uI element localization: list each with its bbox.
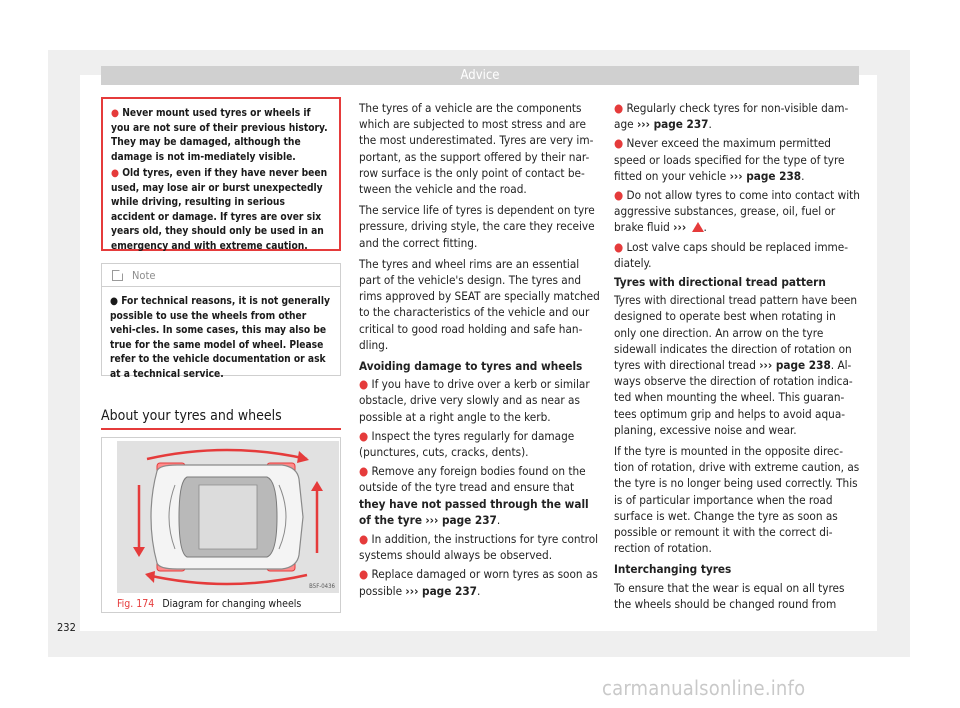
paragraph: If the tyre is mounted in the opposite direc-tion of rotation, drive with extreme caution, as the tyre is no longer being used correctly. This is of particular importance when the road surface is wet. Change the tyre as soon as possible or remount it with the correct di-rection of rotation. [614,444,860,556]
note-label: Note [132,268,156,282]
paragraph: The service life of tyres is dependent on tyre pressure, driving style, the care they receive and the correct fitting. [359,203,595,250]
list-item: ● Do not allow tyres to come into contact with aggressive substances, grease, oil, fuel or brake fluid ››› . [614,188,860,235]
list-item: ● Lost valve caps should be replaced imme-diately. [614,239,849,270]
section-divider [101,428,341,430]
page-reference-link[interactable]: ››› page 237 [636,117,709,132]
bullet-dot-icon: ● [359,377,369,392]
bullet-dot-icon: ● [359,428,369,443]
bullet-dot-icon: ● [614,239,624,254]
section-header: Advice [101,66,859,85]
warning-box [101,97,341,251]
figure-code: B5F-0436 [309,583,335,590]
paragraph: Tyres with directional tread pattern have been designed to operate best when rotating in only one direction. An arrow on the tyre sidewall indicates the direction of rotation on tyres with directional tread ››› page 238. Al-ways observe the direction of rotation indica-ted when mounting the wheel. This guaran-tees optimum grip and helps to avoid aqua-planing, excessive noise and wear. [614,293,858,437]
section-title: About your tyres and wheels [101,408,282,424]
list-item: ● In addition, the instructions for tyre control systems should always be observed. [359,532,599,563]
list-item: ● Never exceed the maximum permitted speed or loads specified for the type of tyre fitted on your vehicle ››› page 238. [614,136,845,183]
paragraph: The tyres and wheel rims are an essential part of the vehicle's design. The tyres and rims approved by SEAT are specially matched to the characteristics of the vehicle and our critical to good road holding and safe han-dling. [359,256,600,352]
bullet-dot-icon: ● [359,567,369,582]
page-number: 232 [57,621,76,634]
warning-reference-link[interactable]: ››› [673,220,687,235]
figure-caption [117,598,301,610]
note-page-icon [112,270,123,281]
list-item: ● If you have to drive over a kerb or similar obstacle, drive very slowly and as near as possible at a right angle to the kerb. [359,377,590,424]
watermark: carmanualsonline.info [602,676,806,700]
note-item: ● For technical reasons, it is not generally possible to use the wheels from other vehi-cles. In some cases, this may also be true for the same model of wheel. Please refer to the vehicle documentation or ask at a technical service. [110,296,330,380]
figure-box [101,437,341,613]
list-item: ● Regularly check tyres for non-visible dam-age ››› page 237. [614,101,849,132]
page-reference-link[interactable]: ››› page 238 [729,168,802,183]
bullet-dot-icon: ● [110,296,118,307]
note-box [101,263,341,380]
bullet-dot-icon: ● [359,532,369,547]
list-item: ● Remove any foreign bodies found on the outside of the tyre tread and ensure that they have not passed through the wall of the tyre ››› page 237. [359,464,589,527]
subheading: Avoiding damage to tyres and wheels [359,359,583,374]
subheading: Interchanging tyres [614,562,732,577]
bullet-dot-icon: ● [614,101,624,115]
paragraph: The tyres of a vehicle are the components which are subjected to most stress and are the most underestimated. Tyres are very im-portant, as the support offered by their nar-row surface is the only point of contact be-tween the vehicle and the road. [359,101,594,197]
figure-caption-text: Diagram for changing wheels [162,598,302,610]
page-reference-link[interactable]: ››› page 237 [425,512,497,527]
text-column-3 [614,100,860,612]
page-reference-link[interactable]: ››› page 238 [759,358,831,373]
warning-item: ● Old tyres, even if they have never been used, may lose air or burst unexpectedly while driving, resulting in serious accident or damage. If tyres are over six years old, they should only be used in an emergency and with extreme caution. [111,168,328,252]
warning-item: ● Never mount used tyres or wheels if you are not sure of their previous history. They may be damaged, although the damage is not im-mediately visible. [111,108,328,163]
subheading: Tyres with directional tread pattern [614,275,826,290]
warning-triangle-icon [692,222,704,232]
bullet-dot-icon: ● [111,168,119,179]
note-body [102,287,340,382]
list-item: ● Replace damaged or worn tyres as soon as possible ››› page 237. [359,567,598,598]
note-header [102,264,340,287]
page-reference-link[interactable]: ››› page 237 [405,583,477,598]
figure-number: Fig. 174 [117,598,155,610]
paragraph: To ensure that the wear is equal on all tyres the wheels should be changed round from [614,580,845,611]
bullet-dot-icon: ● [614,188,624,203]
list-item: ● Inspect the tyres regularly for damage (punctures, cuts, cracks, dents). [359,428,575,460]
text-column-2 [359,100,602,599]
car-top-view-illustration [117,441,339,593]
bullet-dot-icon: ● [614,136,624,151]
wheel-change-diagram [117,441,339,593]
bullet-dot-icon: ● [359,464,369,479]
bullet-dot-icon: ● [111,108,119,119]
